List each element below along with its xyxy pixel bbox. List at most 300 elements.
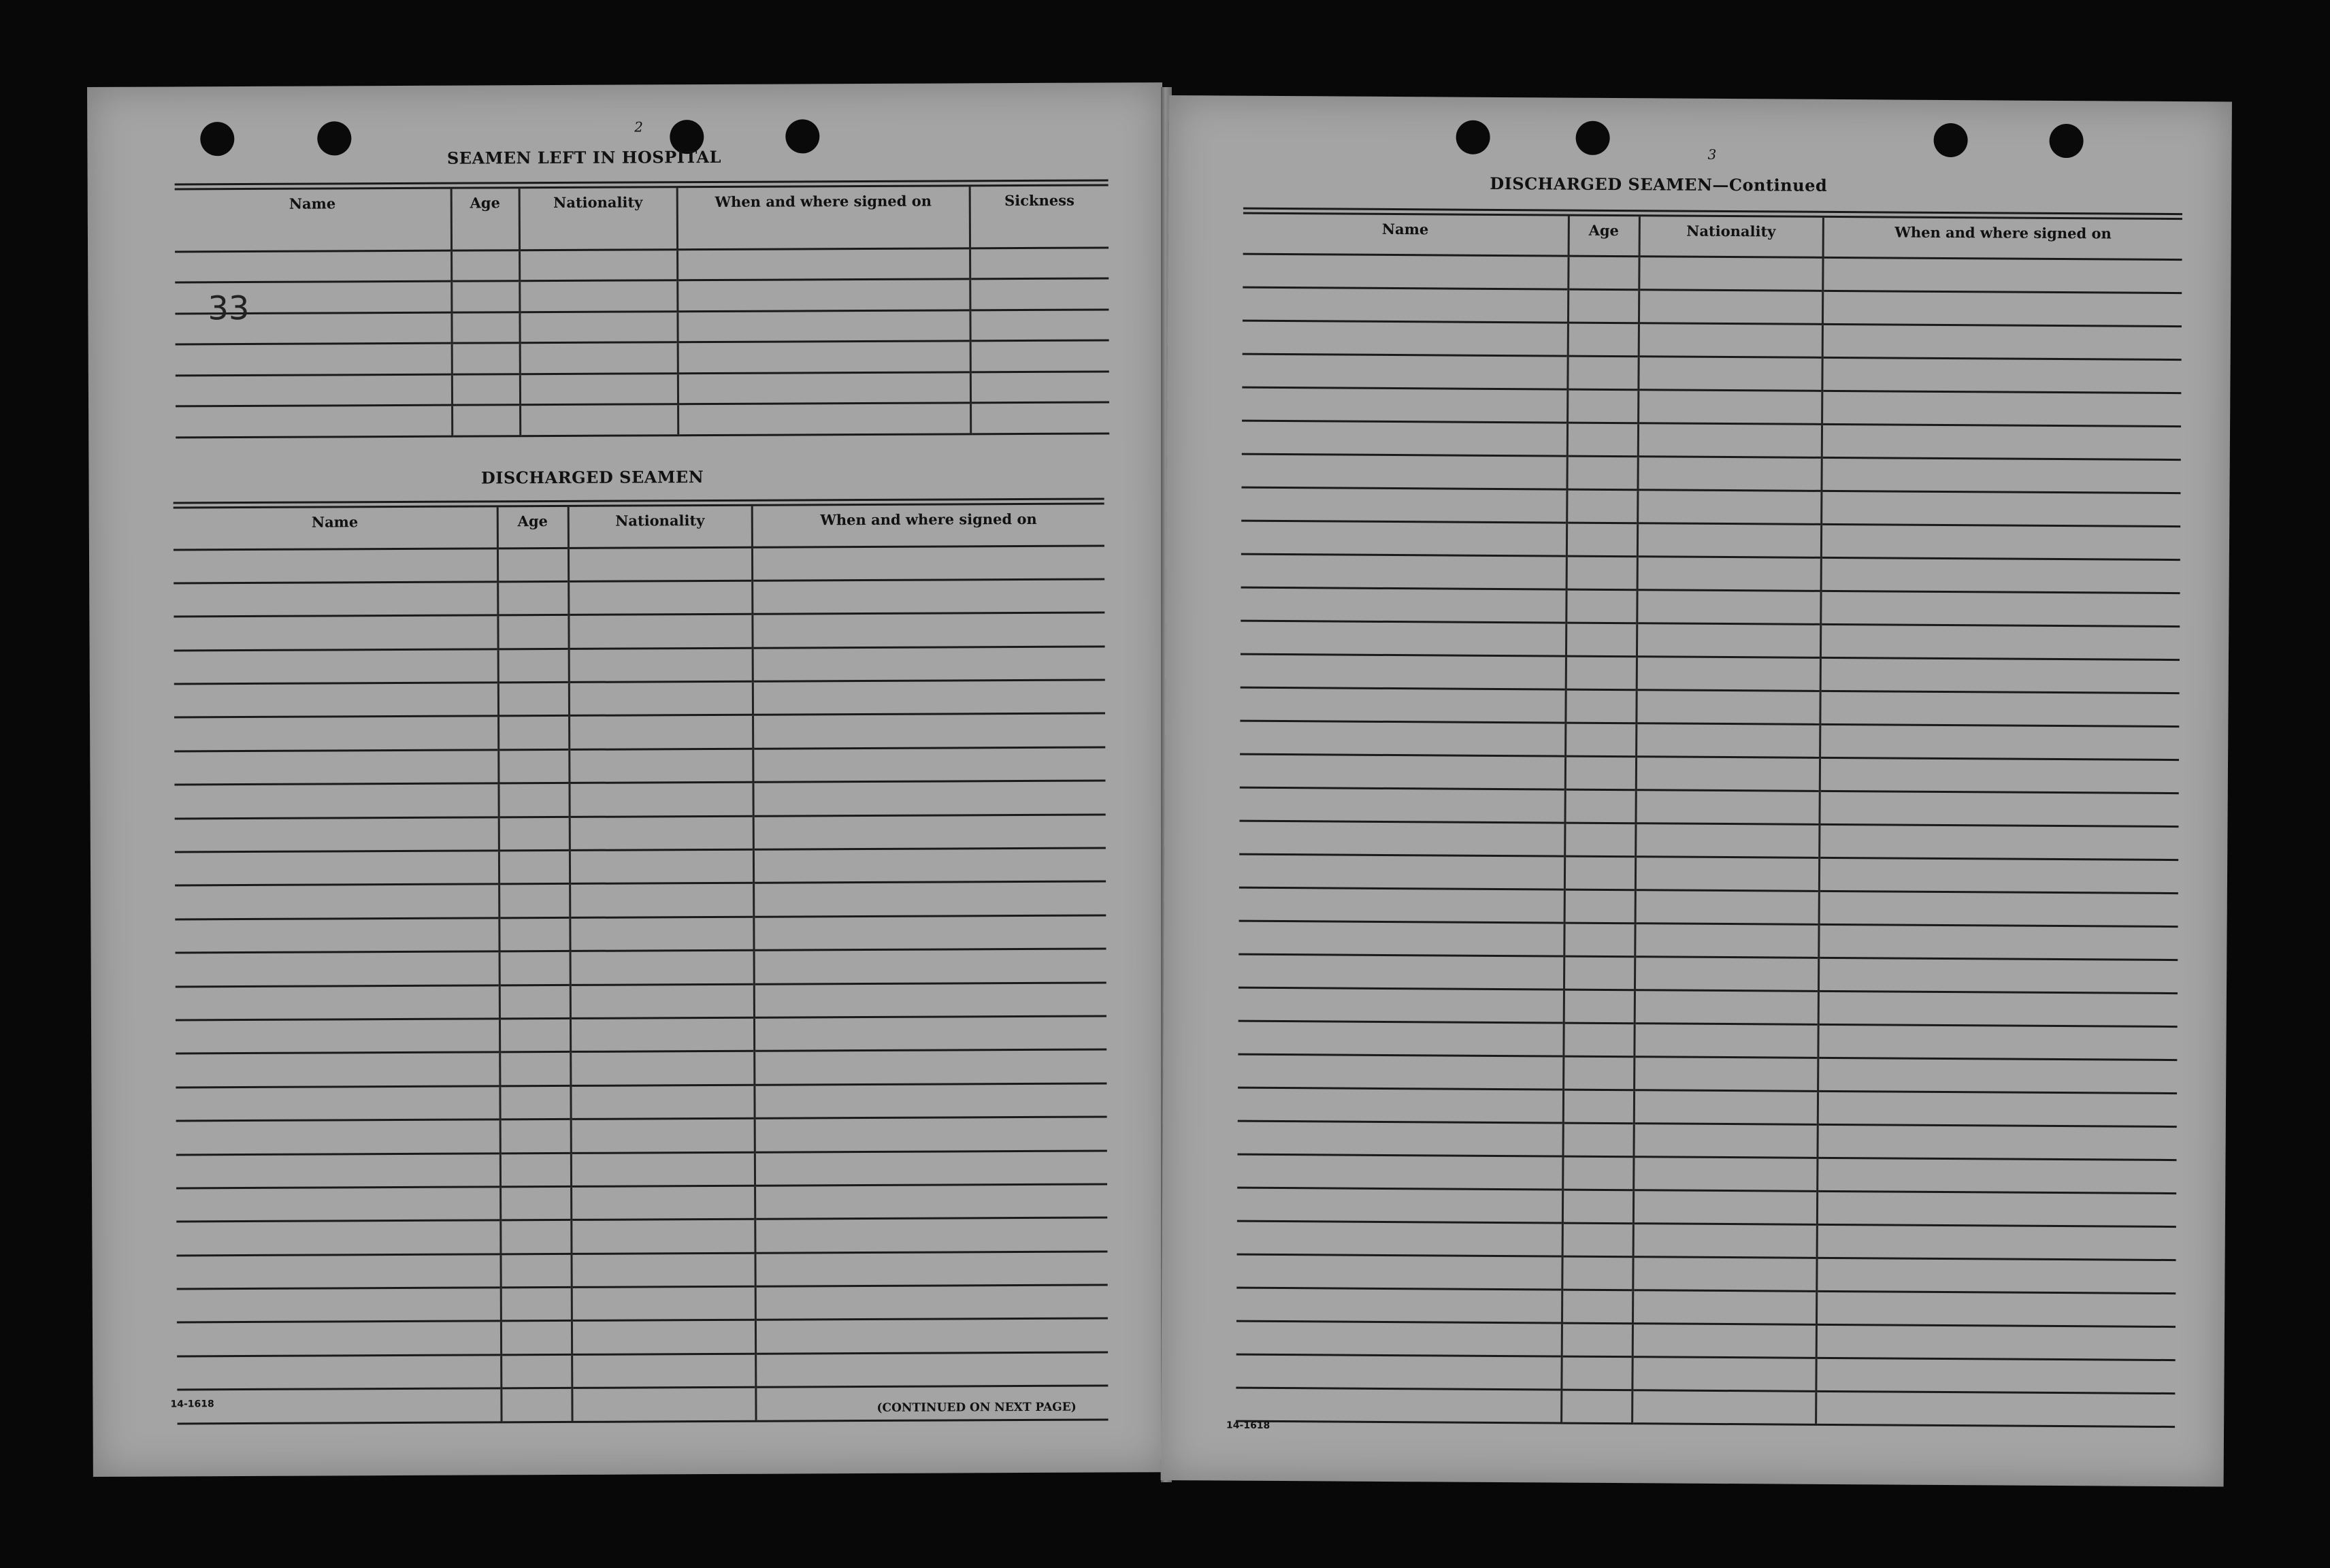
table-cell <box>1819 891 2178 926</box>
table-row <box>176 1049 1106 1087</box>
table-cell <box>500 1153 571 1187</box>
table-cell <box>1635 889 1819 924</box>
table-cell <box>1816 1291 2176 1326</box>
table-row <box>1241 621 2180 659</box>
table-cell <box>519 249 677 281</box>
table-cell <box>500 1186 571 1220</box>
table-cell <box>451 312 519 343</box>
table-cell <box>1562 1190 1633 1224</box>
table-cell <box>572 1320 755 1355</box>
table-cell <box>1818 1091 2177 1126</box>
table-cell <box>1637 523 1821 557</box>
table-row <box>175 247 1109 282</box>
table-cell <box>500 1220 571 1254</box>
table-cell <box>753 881 1106 917</box>
table-row <box>174 680 1105 717</box>
table-cell <box>1632 1390 1816 1424</box>
table-row <box>1242 354 2181 393</box>
table-row <box>1238 1021 2177 1060</box>
table-cell <box>499 884 570 918</box>
table-cell <box>174 548 497 583</box>
table-cell <box>175 918 499 953</box>
table-cell <box>677 279 970 311</box>
table-cell <box>177 1321 501 1356</box>
table-row <box>1237 1221 2176 1260</box>
table-cell <box>568 615 752 649</box>
table-cell <box>570 1051 754 1086</box>
table-cell <box>1241 521 1566 556</box>
table-row <box>1239 787 2178 826</box>
table-cell <box>1563 1023 1634 1057</box>
table-cell <box>1638 389 1822 424</box>
table-row <box>176 1151 1107 1188</box>
table-cell <box>520 404 678 436</box>
table-row <box>174 612 1104 650</box>
table-row <box>174 713 1105 751</box>
table-cell <box>176 1086 499 1121</box>
table-cell <box>174 582 497 617</box>
table-cell <box>1633 1156 1817 1191</box>
table-cell <box>753 815 1106 850</box>
table-cell <box>452 405 520 436</box>
table-cell <box>174 750 498 785</box>
table-cell <box>1566 623 1637 657</box>
table-row <box>1243 321 2182 359</box>
column-header-name: Name <box>1381 220 1429 238</box>
table-cell <box>1568 289 1639 323</box>
punch-hole <box>200 122 234 156</box>
table-cell <box>1240 721 1565 756</box>
header-rule <box>175 179 1109 185</box>
column-header-nationality: Nationality <box>1639 216 1823 257</box>
table-cell <box>970 247 1109 278</box>
discharged-table <box>174 504 1109 1424</box>
table-cell <box>1241 587 1566 623</box>
table-cell <box>1818 1058 2177 1093</box>
table-cell <box>1817 1224 2176 1260</box>
table-row <box>176 1252 1107 1289</box>
table-cell <box>501 1321 572 1355</box>
table-row <box>1239 821 2178 860</box>
column-header-sickness: Sickness <box>970 186 1109 248</box>
punch-hole <box>1575 121 1609 155</box>
column-header-name: Name <box>289 195 336 212</box>
header-rule <box>174 497 1104 504</box>
hospital-section-title: SEAMEN LEFT IN HOSPITAL <box>446 146 722 168</box>
table-cell <box>175 817 499 851</box>
table-cell <box>1635 823 1819 858</box>
table-cell <box>569 749 753 783</box>
table-row <box>1237 1154 2176 1193</box>
table-cell <box>1820 691 2179 726</box>
table-cell <box>1633 1123 1817 1158</box>
table-cell <box>1562 1123 1633 1157</box>
table-row <box>1236 1254 2176 1293</box>
table-cell <box>1238 954 1564 990</box>
table-cell <box>498 649 569 683</box>
table-cell <box>568 581 752 615</box>
table-cell <box>1637 589 1820 624</box>
table-cell <box>753 915 1106 951</box>
table-cell <box>1564 889 1635 924</box>
table-cell <box>174 649 498 684</box>
table-cell <box>1819 824 2178 860</box>
table-row <box>176 949 1106 986</box>
table-cell <box>497 548 568 582</box>
table-cell <box>1632 1256 1816 1291</box>
table-cell <box>1820 591 2180 626</box>
table-cell <box>175 884 499 919</box>
table-cell <box>1637 556 1821 591</box>
handwritten-mark: 33 <box>208 289 250 328</box>
table-cell <box>499 917 570 951</box>
table-cell <box>1568 256 1639 290</box>
table-cell <box>1634 1056 1818 1091</box>
table-cell <box>1636 689 1820 724</box>
table-cell <box>571 1253 755 1288</box>
table-row <box>1238 921 2178 960</box>
table-cell <box>1818 991 2178 1026</box>
table-cell <box>752 612 1104 648</box>
table-cell <box>571 1152 755 1187</box>
table-row <box>176 1184 1107 1222</box>
table-cell <box>501 1354 572 1388</box>
table-row <box>174 781 1105 818</box>
table-cell <box>497 581 568 615</box>
table-cell <box>175 851 499 885</box>
table-row <box>177 1285 1108 1322</box>
table-cell <box>755 1285 1108 1320</box>
right-page <box>1161 95 2232 1487</box>
table-row <box>176 983 1106 1020</box>
table-cell <box>570 917 753 951</box>
table-cell <box>1236 1388 1561 1423</box>
column-header-signed-on: When and where signed on <box>1823 218 2182 259</box>
table-cell <box>1635 856 1819 891</box>
table-cell <box>752 545 1104 581</box>
table-cell <box>1564 990 1635 1024</box>
table-cell <box>176 1254 500 1289</box>
table-cell <box>1566 556 1637 590</box>
table-cell <box>176 951 499 986</box>
table-cell <box>752 579 1104 615</box>
table-row <box>176 1016 1106 1054</box>
table-cell <box>451 250 519 281</box>
table-cell <box>176 1187 500 1222</box>
table-cell <box>755 1218 1107 1253</box>
table-cell <box>498 783 569 817</box>
continued-table <box>1236 214 2182 1428</box>
table-cell <box>176 1220 500 1255</box>
table-cell <box>499 1085 570 1120</box>
table-cell <box>1241 554 1566 589</box>
table-cell <box>177 1288 501 1322</box>
table-cell <box>1238 1021 1563 1056</box>
table-row <box>174 647 1105 684</box>
table-cell <box>519 311 677 343</box>
table-cell <box>755 1117 1107 1152</box>
punch-hole <box>317 121 351 155</box>
table-cell <box>1567 356 1638 390</box>
table-cell <box>569 715 753 750</box>
table-cell <box>451 281 519 312</box>
table-row <box>1241 454 2180 493</box>
table-cell <box>1562 1156 1633 1190</box>
table-row <box>1239 854 2178 893</box>
table-cell <box>753 848 1106 883</box>
table-cell <box>1237 1221 1562 1256</box>
table-cell <box>500 1254 571 1288</box>
table-cell <box>1817 1158 2176 1193</box>
table-cell <box>570 984 754 1019</box>
table-cell <box>1564 956 1635 990</box>
punch-hole <box>1456 120 1490 154</box>
table-cell <box>1817 1124 2176 1160</box>
table-cell <box>1821 457 2180 493</box>
table-cell <box>174 716 498 751</box>
table-row <box>1242 421 2181 459</box>
table-cell <box>755 1318 1108 1354</box>
table-cell <box>1239 787 1564 823</box>
table-row <box>1241 587 2180 626</box>
table-cell <box>970 309 1109 340</box>
table-cell <box>1240 754 1565 789</box>
table-cell <box>970 278 1109 310</box>
table-cell <box>570 1017 754 1052</box>
table-cell <box>501 1388 572 1422</box>
table-cell <box>1636 756 1820 791</box>
table-cell <box>499 951 570 985</box>
table-cell <box>499 1052 570 1086</box>
table-cell <box>1635 923 1818 958</box>
continued-table-body <box>1236 254 2182 1426</box>
table-cell <box>1237 1154 1562 1190</box>
table-cell <box>1565 756 1636 790</box>
table-cell <box>176 405 452 437</box>
table-cell <box>755 1352 1108 1388</box>
table-cell <box>755 1184 1107 1220</box>
table-cell <box>1236 1288 1562 1323</box>
table-cell <box>754 983 1106 1018</box>
table-cell <box>678 341 970 373</box>
table-cell <box>753 647 1105 682</box>
table-cell <box>1822 291 2182 326</box>
table-cell <box>754 1016 1106 1051</box>
table-cell <box>174 783 498 818</box>
table-row <box>1241 654 2180 693</box>
table-cell <box>1239 854 1564 889</box>
table-cell <box>497 615 568 649</box>
table-row <box>174 545 1104 583</box>
column-header-nationality: Nationality <box>568 506 752 548</box>
table-cell <box>1561 1390 1632 1424</box>
table-row <box>175 848 1106 885</box>
form-number: 14-1618 <box>170 1399 214 1410</box>
table-cell <box>1566 489 1637 523</box>
table-row <box>175 278 1109 313</box>
table-cell <box>1632 1356 1816 1391</box>
table-cell <box>1243 287 1568 323</box>
page-number: 3 <box>1707 146 1717 163</box>
table-cell <box>570 816 753 851</box>
table-cell <box>1562 1290 1632 1324</box>
table-cell <box>520 373 678 405</box>
table-cell <box>1238 987 1564 1023</box>
table-cell <box>678 372 970 404</box>
continued-note: (CONTINUED ON NEXT PAGE) <box>876 1400 1077 1415</box>
discharged-table-body <box>174 545 1109 1423</box>
table-cell <box>572 1286 755 1321</box>
table-cell <box>1236 1254 1562 1290</box>
hospital-table-body <box>175 247 1109 437</box>
table-cell <box>1237 1188 1562 1223</box>
table-cell <box>970 371 1109 402</box>
table-row <box>176 1083 1106 1121</box>
table-cell <box>1820 757 2179 793</box>
table-cell <box>1820 657 2180 693</box>
table-cell <box>498 682 569 716</box>
table-cell <box>1241 621 1566 656</box>
table-cell <box>678 403 970 435</box>
table-cell <box>755 1252 1107 1287</box>
table-cell <box>1635 789 1819 824</box>
table-cell <box>1639 256 1822 291</box>
table-row <box>175 881 1106 919</box>
table-cell <box>1633 1190 1817 1224</box>
column-header-signed-on: When and where signed on <box>677 186 970 249</box>
table-row <box>1240 721 2179 760</box>
table-cell <box>1242 387 1567 423</box>
table-cell <box>1241 454 1566 489</box>
table-cell <box>570 849 753 884</box>
table-cell <box>499 850 570 884</box>
table-row <box>1236 1288 2176 1326</box>
table-cell <box>1638 423 1822 457</box>
table-row <box>1236 1321 2176 1360</box>
table-cell <box>177 1355 501 1390</box>
table-cell <box>755 1151 1107 1186</box>
table-cell <box>452 343 520 374</box>
table-cell <box>1632 1290 1816 1324</box>
table-cell <box>176 1120 500 1154</box>
table-row <box>1239 887 2178 926</box>
punch-hole <box>785 119 819 153</box>
table-row <box>175 915 1106 953</box>
column-header-age: Age <box>1569 216 1639 257</box>
table-cell <box>499 985 570 1019</box>
table-row <box>175 815 1106 852</box>
table-cell <box>1632 1323 1816 1358</box>
header-rule <box>1243 208 2182 215</box>
table-row <box>1238 954 2178 993</box>
table-cell <box>970 402 1109 434</box>
table-cell <box>1818 924 2178 960</box>
table-row <box>1238 1054 2177 1093</box>
table-cell <box>1562 1323 1632 1357</box>
table-cell <box>1561 1356 1632 1390</box>
table-cell <box>1241 654 1566 689</box>
table-cell <box>571 1186 755 1220</box>
table-row <box>1241 487 2180 526</box>
table-cell <box>1238 1088 1563 1123</box>
table-cell <box>677 248 970 280</box>
table-row <box>1240 687 2179 726</box>
table-cell <box>1634 1090 1818 1124</box>
table-cell <box>1236 1354 1561 1390</box>
table-cell <box>1566 656 1637 690</box>
table-cell <box>571 1118 755 1153</box>
punch-hole <box>1933 123 1967 157</box>
table-cell <box>1818 1024 2177 1060</box>
table-cell <box>1565 723 1636 757</box>
table-cell <box>1566 523 1637 557</box>
table-row <box>1241 521 2180 559</box>
table-cell <box>572 1354 755 1388</box>
table-cell <box>569 681 753 716</box>
table-cell <box>1635 956 1818 991</box>
table-cell <box>1821 557 2180 593</box>
table-cell <box>1821 524 2180 559</box>
table-cell <box>519 280 677 312</box>
table-cell <box>176 1019 499 1054</box>
table-row <box>177 1352 1108 1390</box>
table-cell <box>970 340 1109 372</box>
discharged-section-title: DISCHARGED SEAMEN <box>480 467 704 488</box>
table-cell <box>754 1049 1106 1085</box>
table-cell <box>1639 289 1822 324</box>
table-cell <box>1822 257 2182 293</box>
table-row <box>177 1318 1108 1356</box>
table-cell <box>1563 1056 1634 1090</box>
table-cell <box>1243 254 1568 289</box>
table-cell <box>570 950 754 985</box>
table-cell <box>1241 487 1566 523</box>
table-cell <box>753 680 1105 715</box>
table-cell <box>1565 689 1636 723</box>
table-cell <box>1633 1223 1817 1258</box>
table-cell <box>174 615 497 650</box>
table-cell <box>1636 723 1820 757</box>
table-cell <box>1567 423 1638 457</box>
table-cell <box>677 310 970 342</box>
table-cell <box>1818 958 2178 993</box>
table-cell <box>1242 354 1567 389</box>
table-cell <box>1236 1321 1562 1356</box>
table-row <box>175 309 1109 344</box>
table-cell <box>1568 323 1639 357</box>
table-cell <box>1242 421 1567 456</box>
table-row <box>174 579 1104 617</box>
table-row <box>1243 254 2182 293</box>
table-cell <box>174 683 498 717</box>
table-cell <box>176 374 452 406</box>
column-header-age: Age <box>497 507 568 548</box>
table-cell <box>1819 858 2178 893</box>
table-cell <box>1820 724 2179 760</box>
table-row <box>1240 754 2179 793</box>
column-header-nationality: Nationality <box>519 188 677 250</box>
punch-hole <box>2049 124 2083 158</box>
table-cell <box>1240 687 1565 723</box>
table-cell <box>520 342 678 374</box>
table-cell <box>1567 389 1638 423</box>
table-cell <box>1635 990 1818 1024</box>
table-row <box>176 1218 1107 1255</box>
table-row <box>1236 1354 2175 1393</box>
table-cell <box>1238 921 1564 956</box>
table-cell <box>753 713 1105 749</box>
table-cell <box>1239 887 1564 923</box>
